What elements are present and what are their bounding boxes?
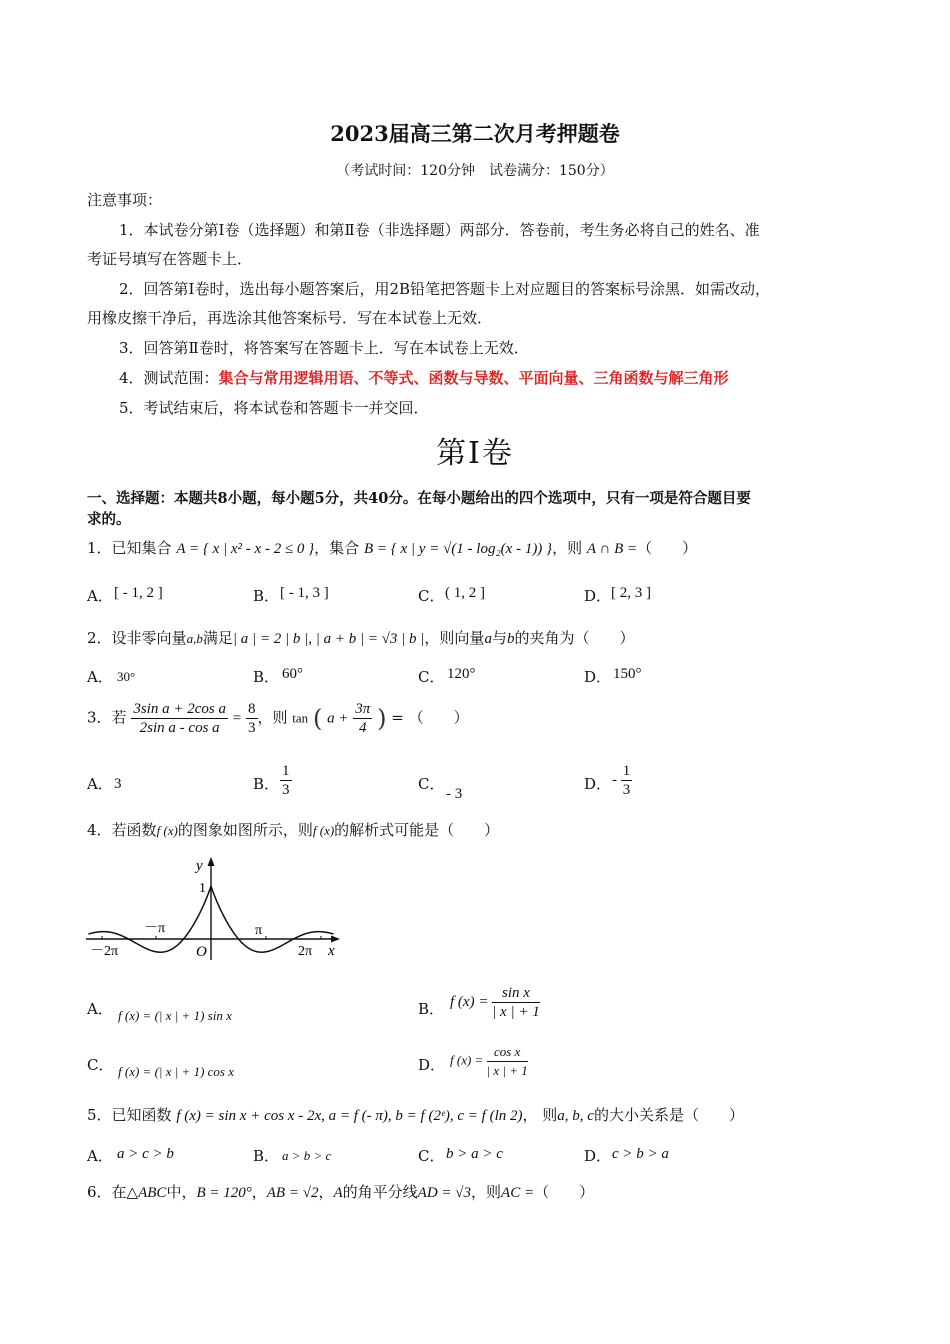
notes-heading: 注意事项： [87, 191, 163, 209]
q3-numerator: 3sin a + 2cos a [133, 701, 226, 717]
section-1-line-1: 一、选择题：本题共8小题，每小题5分，共40分。在每小题给出的四个选项中，只有一项是符合题目要 [87, 490, 751, 507]
q3-rhs [246, 700, 258, 737]
q5-option-b-label: B． [253, 1147, 280, 1165]
q4-option-d-label: D． [418, 1056, 446, 1074]
graph-x-arrow [331, 936, 340, 943]
q6-text-4: ， [318, 1183, 334, 1201]
graph-origin-label: O [196, 944, 207, 960]
q4-option-b-lhs: f (x) = [450, 993, 489, 1010]
q6-text-2: 中， [166, 1183, 197, 1201]
question-5 [87, 1105, 744, 1126]
q2-var-a: a [484, 631, 492, 647]
q6-triangle: ABC [138, 1185, 167, 1201]
q1-option-c: ( 1, 2 ] [445, 585, 485, 601]
q2-option-a: 30° [117, 669, 136, 684]
graph-y-label: y [196, 858, 203, 874]
q2-option-d: 150° [613, 666, 642, 682]
q2-option-c: 120° [447, 666, 476, 682]
q6-ad: AD = √3 [417, 1185, 472, 1201]
q2-text-4: 与 [491, 629, 507, 647]
q6-text-5: 的角平分线 [342, 1183, 418, 1201]
q5-text-2: ， [522, 1106, 538, 1124]
q6-a: A [333, 1185, 343, 1201]
q3-equals: = [232, 710, 242, 727]
question-2 [87, 628, 634, 649]
part-heading: 第Ⅰ卷 [436, 436, 514, 471]
q1-option-a: [ - 1, 2 ] [114, 585, 163, 601]
q2-text-5: 的夹角为（ ） [514, 629, 635, 647]
q4-option-a: f (x) = (| x | + 1) sin x [118, 1008, 232, 1023]
q2-number: 2． [87, 629, 112, 647]
q4-number: 4． [87, 821, 112, 839]
question-6 [87, 1182, 594, 1203]
q1-text-2: ，集合 [314, 539, 360, 557]
q3-right-paren: ) [377, 704, 387, 733]
q3-option-d-label: D． [584, 775, 612, 793]
q4-option-b-den: | x | + 1 [492, 1004, 540, 1020]
q4-text-3: 的解析式可能是（ ） [334, 821, 500, 839]
q2-option-b-label: B． [253, 668, 280, 686]
q2-option-b: 60° [282, 666, 303, 682]
q1-number: 1． [87, 539, 112, 557]
q5-option-c: b > a > c [446, 1146, 503, 1162]
q3-rhs-num: 8 [248, 701, 256, 717]
q1-blank: （ ） [637, 539, 698, 557]
q3-option-c: - 3 [446, 786, 463, 802]
q4-text-2: 的图象如图所示，则 [177, 821, 313, 839]
note-1-line-1: 1．本试卷分第Ⅰ卷（选择题）和第Ⅱ卷（非选择题）两部分．答卷前，考生务必将自己的姓名、准 [119, 221, 760, 239]
q4-function-graph [84, 852, 346, 964]
note-4-prefix: 4．测试范围： [119, 369, 219, 387]
graph-neg-pi-label: －π [144, 921, 166, 936]
q5-option-d: c > b > a [612, 1146, 669, 1162]
q3-tan-a: a + [327, 710, 349, 727]
q5-number: 5． [87, 1106, 112, 1124]
graph-neg-2pi-label: －2π [90, 944, 119, 959]
q5-option-b: a > b > c [282, 1148, 332, 1163]
q6-text-6: ，则 [471, 1183, 502, 1201]
q4-option-c-label: C． [87, 1056, 114, 1074]
q6-ac: AC = [501, 1185, 535, 1201]
section-1-line-2: 求的。 [87, 511, 131, 528]
q4-option-c: f (x) = (| x | + 1) cos x [118, 1064, 235, 1079]
q2-option-d-label: D． [584, 668, 612, 686]
question-3 [87, 700, 469, 737]
q3-text-3: = （ ） [391, 708, 469, 727]
q5-expression: f (x) = sin x + cos x - 2x, a = f (- π), b = f (2ᵉ), c = f (ln 2) [176, 1108, 523, 1124]
q2-option-a-label: A． [87, 668, 113, 686]
q5-vars: a, b, c [557, 1108, 594, 1124]
q1-option-b: [ - 1, 3 ] [280, 585, 329, 601]
question-1 [87, 538, 697, 559]
q4-option-a-label: A． [87, 1000, 113, 1018]
question-4 [87, 820, 499, 841]
graph-y-arrow [208, 857, 215, 866]
q5-text-4: 的大小关系是（ ） [593, 1106, 744, 1124]
q3-option-d-sign: - [612, 771, 617, 788]
q2-text-2: 满足 [202, 629, 233, 647]
q6-ab: AB = √2 [266, 1185, 319, 1201]
q1-option-a-label: A． [87, 587, 113, 605]
q4-option-d-lhs: f (x) = [450, 1052, 484, 1068]
q1-text-1: 已知集合 [111, 539, 172, 557]
graph-x-label: x [328, 943, 335, 959]
q4-option-d [450, 1043, 528, 1080]
q4-option-b-num: sin x [492, 984, 540, 1003]
q1-set-b: B = { x | y = √(1 - log₂(x - 1)) } [363, 541, 553, 557]
q3-denominator: 2sin a - cos a [139, 720, 220, 736]
q6-blank: （ ） [534, 1183, 595, 1201]
note-5: 5．考试结束后，将本试卷和答题卡一并交回． [119, 399, 429, 417]
graph-pi-label: π [255, 923, 263, 938]
q4-option-d-den: | x | + 1 [486, 1063, 528, 1078]
q5-option-a: a > c > b [117, 1146, 174, 1162]
q1-option-d: [ 2, 3 ] [611, 585, 651, 601]
note-4-scope: 集合与常用逻辑用语、不等式、函数与导数、平面向量、三角函数与解三角形 [218, 369, 729, 387]
q4-text-1: 若函数 [111, 821, 157, 839]
q4-option-b-label: B． [418, 1000, 445, 1018]
q1-set-a: A = { x | x² - x - 2 ≤ 0 } [176, 541, 315, 557]
q3-option-b [280, 762, 292, 799]
q4-option-d-num: cos x [487, 1043, 528, 1062]
q6-number: 6． [87, 1183, 112, 1201]
q5-text-1: 已知函数 [111, 1106, 172, 1124]
q3-tan-num: 3π [355, 701, 371, 717]
note-3: 3．回答第Ⅱ卷时，将答案写在答题卡上．写在本试卷上无效． [119, 339, 529, 357]
q3-tan-den: 4 [359, 720, 367, 736]
q3-option-b-den: 3 [282, 782, 290, 798]
q3-option-a: 3 [114, 776, 122, 792]
q6-angle-b: B = 120° [196, 1185, 252, 1201]
note-1-line-2: 考证号填写在答题卡上． [87, 250, 253, 268]
q1-target: A ∩ B = [586, 541, 638, 557]
q3-text-1: 若 [111, 708, 127, 727]
q4-fx-2: f (x) [312, 823, 335, 838]
q2-text-1: 设非零向量 [111, 629, 187, 647]
q4-option-b [450, 984, 540, 1021]
q3-number: 3． [87, 708, 112, 727]
q2-condition: | a | = 2 | b |, | a + b | = √3 | b | [232, 631, 425, 647]
q3-option-b-num: 1 [282, 763, 290, 779]
q3-rhs-den: 3 [248, 720, 256, 736]
exam-title: 2023届高三第二次月考押题卷 [330, 121, 620, 146]
q1-option-b-label: B． [253, 587, 280, 605]
q2-var-b: b [506, 631, 515, 647]
q5-option-d-label: D． [584, 1147, 612, 1165]
q3-option-d-den: 3 [622, 782, 631, 798]
q1-text-3: ，则 [552, 539, 583, 557]
graph-one-label: 1 [199, 881, 206, 896]
q3-option-d [612, 762, 632, 799]
q5-option-a-label: A． [87, 1147, 113, 1165]
q5-option-c-label: C． [418, 1147, 445, 1165]
exam-subtitle: （考试时间：120分钟 试卷满分：150分） [336, 163, 614, 179]
q6-text-1: 在△ [111, 1183, 139, 1201]
q3-text-2: ，则 [257, 708, 288, 727]
q3-fraction [131, 700, 228, 737]
q3-option-a-label: A． [87, 775, 113, 793]
q3-tan-fraction [353, 700, 372, 737]
graph-2pi-label: 2π [298, 944, 313, 959]
q6-text-3: ， [251, 1183, 267, 1201]
q1-option-c-label: C． [418, 587, 445, 605]
q2-option-c-label: C． [418, 668, 445, 686]
q3-option-b-label: B． [253, 775, 280, 793]
q4-fx-1: f (x) [156, 823, 178, 838]
q1-option-d-label: D． [584, 587, 612, 605]
note-2-line-2: 用橡皮擦干净后，再选涂其他答案标号．写在本试卷上无效． [87, 309, 493, 327]
q3-option-c-label: C． [418, 775, 445, 793]
note-2-line-1: 2．回答第Ⅰ卷时，选出每小题答案后，用2B铅笔把答题卡上对应题目的答案标号涂黑．如需改动， [119, 280, 771, 298]
q3-tan: tan [292, 710, 309, 726]
q5-text-3: 则 [542, 1106, 558, 1124]
q3-option-d-num: 1 [622, 763, 631, 779]
note-4 [119, 368, 729, 388]
q2-vars: a,b [186, 631, 203, 646]
q3-left-paren: ( [312, 704, 323, 733]
q2-text-3: ，则向量 [424, 629, 485, 647]
